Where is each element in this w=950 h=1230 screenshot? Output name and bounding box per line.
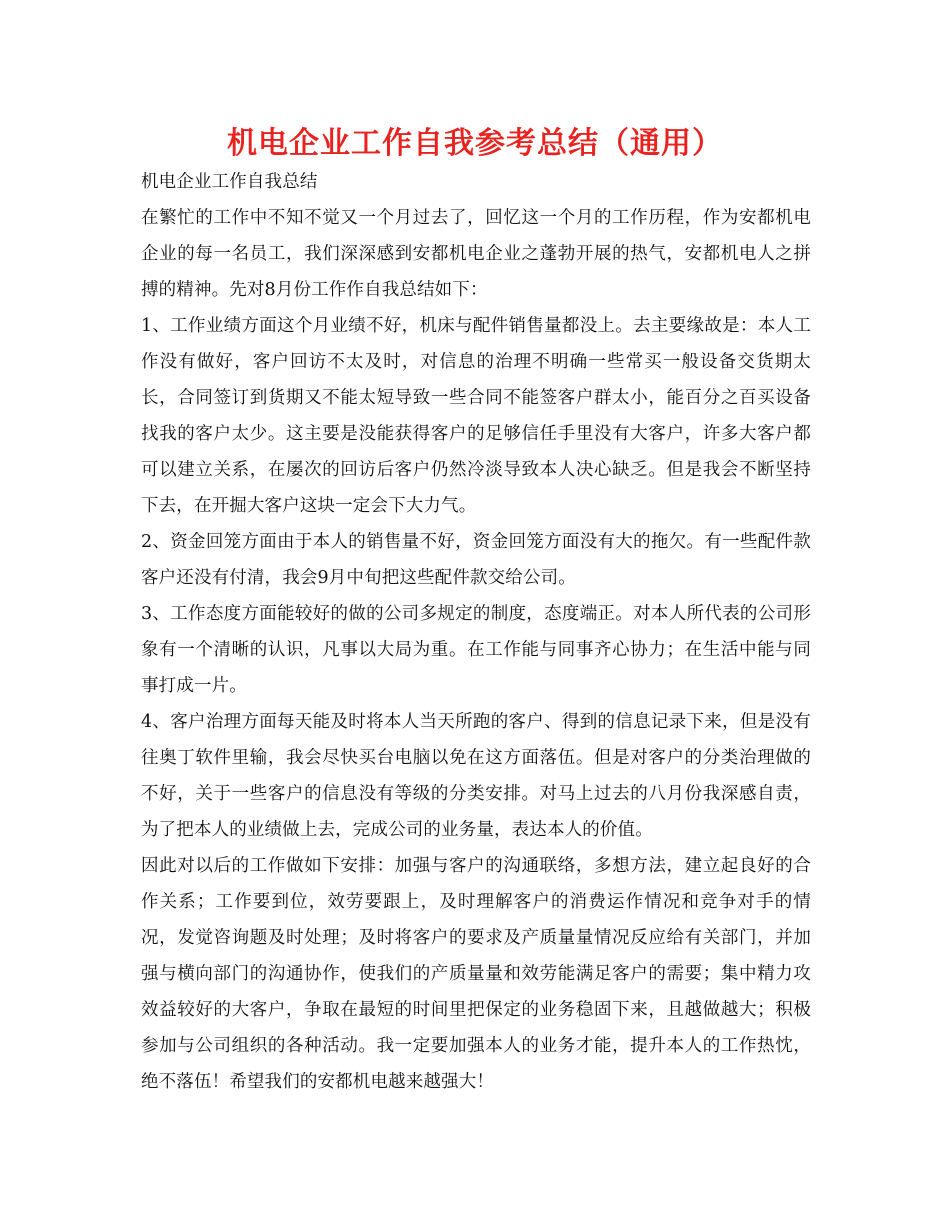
work-attitude-paragraph: 3、工作态度方面能较好的做的公司多规定的制度，态度端正。对本人所代表的公司形象有一个清晰的认识，凡事以大局为重。在工作能与同事齐心协力；在生活中能与同事打成一片。 [141,604,811,696]
future-plan-paragraph: 因此对以后的工作做如下安排：加强与客户的沟通联络，多想方法，建立起良好的合作关系；工作要到位，效劳要跟上，及时理解客户的消费运作情况和竞争对手的情况，发觉咨询题及时处理；及时将客户的要求及产质量量情况反应给有关部门，并加强与横向部门的沟通协作，使我们的产质量量和效劳能满足客户的需要；集中精力攻效益较好的大客户，争取在最短的时间里把保定的业务稳固下来，且越做越大；积极参加与公司组织的各种活动。我一定要加强本人的业务才能，提升本人的工作热忱，绝不落伍！希望我们的安都机电越来越强大！ [141,856,811,1092]
subtitle-paragraph: 机电企业工作自我总结 [141,172,318,192]
performance-paragraph: 1、工作业绩方面这个月业绩不好，机床与配件销售量都没上。去主要缘故是：本人工作没有做好，客户回访不太及时，对信息的治理不明确一些常买一般设备交货期太长，合同签订到货期又不能太短导致一些合同不能签客户群太小，能百分之百买设备找我的客户太少。这主要是没能获得客户的足够信任手里没有大客户，许多大客户都可以建立关系，在屡次的回访后客户仍然冷淡导致本人决心缺乏。但是我会不断坚持下去，在开掘大客户这块一定会下大力气。 [141,316,811,516]
intro-paragraph: 在繁忙的工作中不知不觉又一个月过去了，回忆这一个月的工作历程，作为安都机电企业的每一名员工，我们深深感到安都机电企业之蓬勃开展的热气，安都机电人之拼搏的精神。先对8月份工作作自我总结如下： [141,208,811,300]
payment-collection-paragraph: 2、资金回笼方面由于本人的销售量不好，资金回笼方面没有大的拖欠。有一些配件款客户还没有付清，我会9月中旬把这些配件款交给公司。 [141,532,811,588]
customer-management-paragraph: 4、客户治理方面每天能及时将本人当天所跑的客户、得到的信息记录下来，但是没有往奥丁软件里输，我会尽快买台电脑以免在这方面落伍。但是对客户的分类治理做的不好，关于一些客户的信息没有等级的分类安排。对马上过去的八月份我深感自责，为了把本人的业绩做上去，完成公司的业务量，表达本人的价值。 [141,712,811,840]
document-title: 机电企业工作自我参考总结（通用） [227,126,723,161]
document-body [141,164,811,1100]
